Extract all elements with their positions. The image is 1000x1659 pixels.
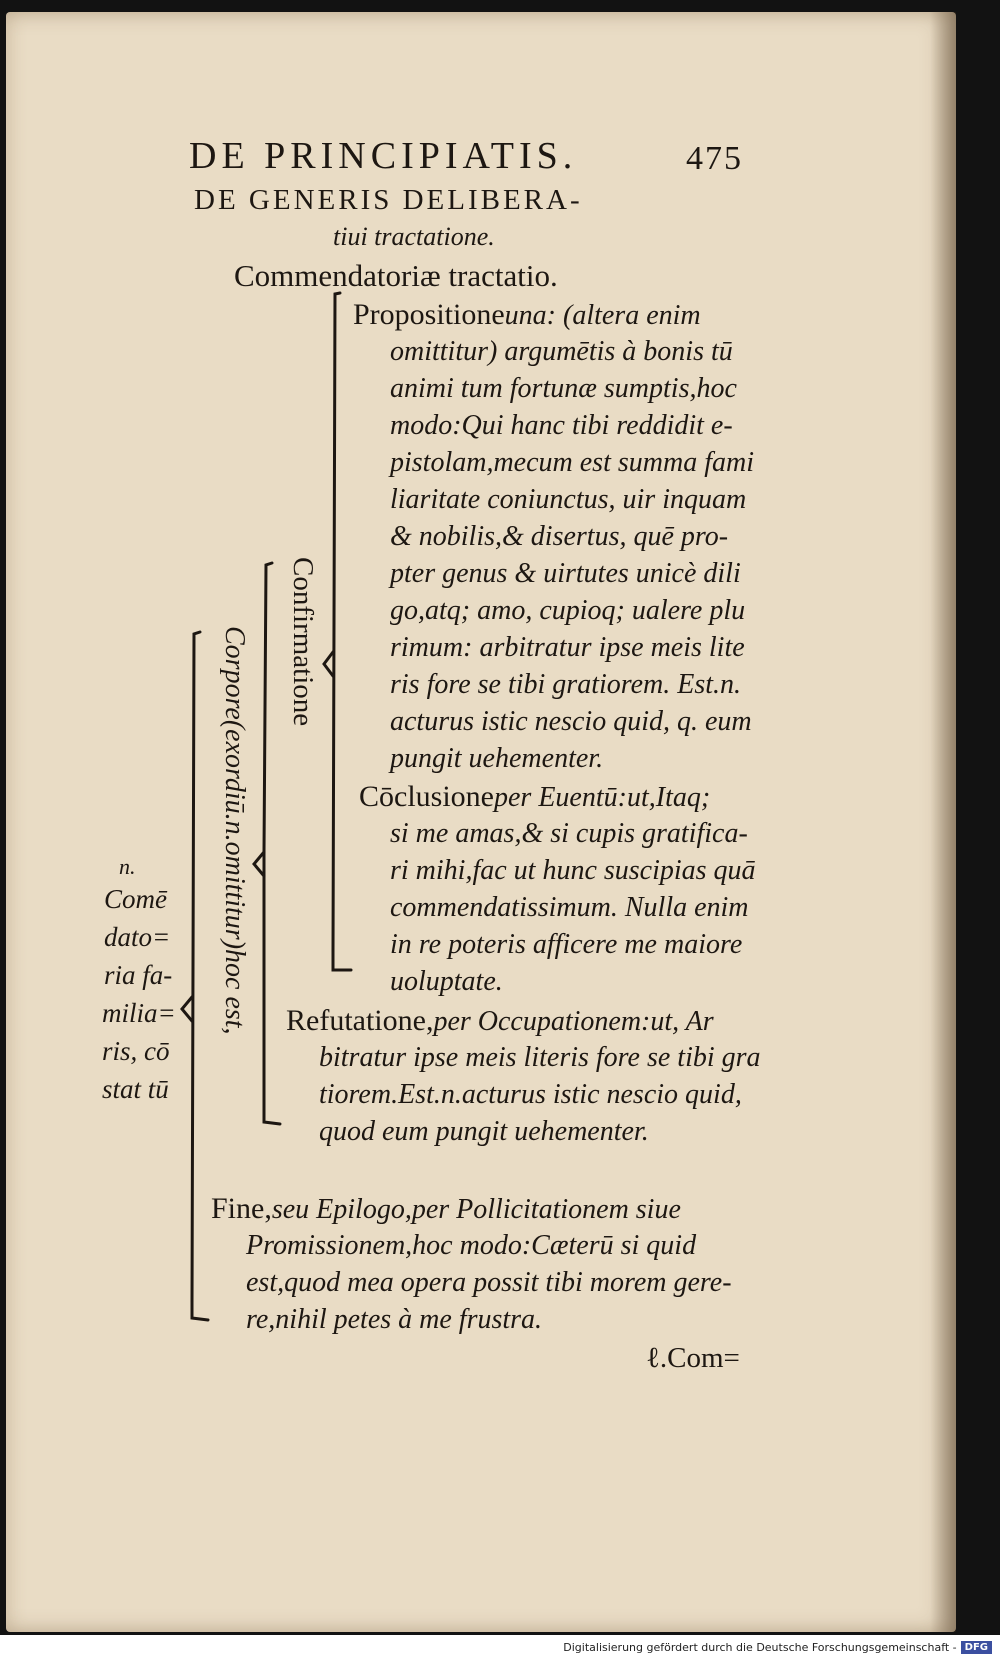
text-line: est,quod mea opera possit tibi morem gere- [246, 1267, 732, 1298]
text-line: go,atq; amo, cupioq; ualere plu [390, 595, 746, 626]
margin-note-line: n. [119, 854, 136, 879]
text-line: ris fore se tibi gratiorem. Est.n. [390, 669, 742, 700]
bracket-corpore [264, 563, 272, 852]
text-line: acturus istic nescio quid, q. eum [390, 706, 752, 737]
refutatione-lead: Refutatione, [286, 1004, 434, 1037]
section-title: Commendatoriæ tractatio. [234, 258, 558, 293]
text-line: una: (altera enim [504, 300, 701, 331]
refutatione-first-line [286, 1004, 714, 1038]
text-line: animi tum fortunæ sumptis,hoc [390, 373, 737, 404]
text-line: pungit uehementer. [390, 743, 604, 774]
chapter-subtitle: DE GENERIS DELIBERA- [194, 184, 583, 216]
margin-note-line: stat tū [102, 1074, 169, 1104]
fine-first-line [211, 1192, 681, 1226]
text-line: commendatissimum. Nulla enim [390, 892, 749, 923]
bracket-confirmatione-inner [333, 293, 340, 952]
text-line: Promissionem,hoc modo:Cæterū si quid [246, 1230, 697, 1261]
text-line: tiorem.Est.n.acturus istic nescio quid, [319, 1079, 742, 1110]
text-line: ri mihi,fac ut hunc suscipias quā [390, 855, 756, 886]
margin-note-line: ria fa- [104, 960, 173, 990]
text-line: & nobilis,& disertus, quē pro- [390, 521, 729, 552]
margin-note-line: ris, cō [102, 1036, 170, 1066]
book-page [6, 12, 956, 1632]
text-line: uoluptate. [390, 966, 503, 997]
text-line: omittitur) argumētis à bonis tū [390, 336, 733, 367]
conclusione-lead: Cōclusione [359, 780, 494, 813]
text-line: in re poteris afficere me maiore [390, 929, 743, 960]
text-line: seu Epilogo,per Pollicitationem siue [271, 1194, 681, 1225]
confirmatione-vertical-label: Confirmatione [287, 557, 319, 727]
fine-lead: Fine, [211, 1192, 272, 1225]
page-number: 475 [686, 140, 743, 177]
text-line: re,nihil petes à me frustra. [246, 1304, 543, 1335]
corpore-vertical-label: Corpore(exordiū.n.omittitur)hoc est, [219, 626, 250, 1035]
footer-text: Digitalisierung gefördert durch die Deutsche Forschungsgemeinschaft - [563, 1640, 957, 1654]
text-line: bitratur ipse meis literis fore se tibi gra [319, 1042, 761, 1073]
bracket-main [192, 632, 200, 1302]
text-line: per Euentū:ut,Itaq; [494, 782, 711, 813]
text-line: liaritate coniunctus, uir inquam [390, 484, 747, 515]
chapter-subtitle-cont: tiui tractatione. [333, 222, 495, 251]
text-line: per Occupationem:ut, Ar [433, 1006, 714, 1037]
running-title: DE PRINCIPIATIS. [189, 135, 578, 177]
text-line: quod eum pungit uehementer. [319, 1116, 649, 1147]
margin-note-line: Comē [104, 884, 167, 914]
catchword: ℓ.Com= [646, 1342, 740, 1374]
text-line: rimum: arbitratur ipse meis lite [390, 632, 745, 663]
dfg-logo: DFG [961, 1641, 992, 1654]
propositione-first-line [353, 298, 701, 332]
conclusione-first-line [359, 780, 710, 814]
margin-note-line: dato= [104, 922, 171, 952]
margin-note-line: milia= [102, 998, 176, 1028]
text-line: modo:Qui hanc tibi reddidit e- [390, 410, 733, 441]
text-line: pter genus & uirtutes unicè dili [390, 558, 741, 589]
propositione-lead: Propositione [353, 298, 505, 331]
text-line: si me amas,& si cupis gratifica- [390, 818, 748, 849]
text-line: pistolam,mecum est summa fami [390, 447, 754, 478]
digitization-footer [0, 1635, 1000, 1659]
